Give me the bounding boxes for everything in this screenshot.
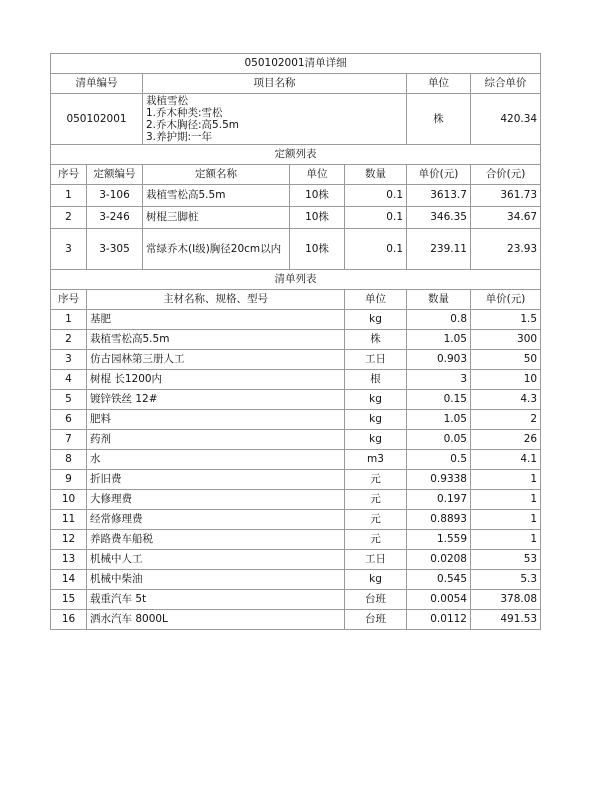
material-qty: 0.05 [407,430,471,450]
material-row [51,390,541,410]
material-unit: 工日 [345,550,407,570]
material-unit: kg [345,430,407,450]
material-section-title: 清单列表 [51,270,541,290]
quota-name: 常绿乔木(I级)胸径20cm以内 [143,229,290,270]
material-unit: 元 [345,510,407,530]
material-qty: 1.05 [407,410,471,430]
item-unit: 株 [407,94,471,145]
material-no: 7 [51,430,87,450]
material-no: 3 [51,350,87,370]
item-description [143,94,407,145]
material-unit: kg [345,310,407,330]
material-unit: 根 [345,370,407,390]
material-no: 16 [51,610,87,630]
material-section-row [51,270,541,290]
quota-row [51,185,541,207]
material-row [51,590,541,610]
material-unit: 元 [345,490,407,510]
material-row [51,610,541,630]
material-name: 树棍 长1200内 [87,370,345,390]
material-header-cell: 单位 [345,290,407,310]
item-name-header: 项目名称 [143,74,407,94]
quota-header-cell: 定额编号 [87,165,143,185]
material-qty: 0.0054 [407,590,471,610]
material-price: 26 [471,430,541,450]
material-unit: 株 [345,330,407,350]
material-qty: 0.5 [407,450,471,470]
quota-qty: 0.1 [345,185,407,207]
quota-no: 1 [51,185,87,207]
quota-section-title: 定额列表 [51,145,541,165]
material-header-cell: 序号 [51,290,87,310]
material-row [51,470,541,490]
quota-unit: 10株 [290,185,345,207]
material-no: 9 [51,470,87,490]
quota-unit: 10株 [290,207,345,229]
material-header-cell: 单价(元) [471,290,541,310]
material-no: 15 [51,590,87,610]
material-price: 10 [471,370,541,390]
detail-sheet [50,53,540,630]
material-qty: 0.197 [407,490,471,510]
quota-row [51,229,541,270]
material-price: 2 [471,410,541,430]
item-code-header: 清单编号 [51,74,143,94]
material-name: 机械中柴油 [87,570,345,590]
material-qty: 1.559 [407,530,471,550]
material-row [51,450,541,470]
material-row [51,430,541,450]
material-name: 栽植雪松高5.5m [87,330,345,350]
material-row [51,510,541,530]
item-description-line: 1.乔木种类:雪松 [146,107,223,119]
quota-unit: 10株 [290,229,345,270]
item-header-row [51,74,541,94]
quota-total: 34.67 [471,207,541,229]
item-price-header: 综合单价 [471,74,541,94]
item-description-line: 栽植雪松 [146,95,188,107]
material-no: 4 [51,370,87,390]
material-no: 1 [51,310,87,330]
material-name: 机械中人工 [87,550,345,570]
material-no: 5 [51,390,87,410]
material-price: 1 [471,470,541,490]
item-code: 050102001 [51,94,143,145]
material-name: 肥料 [87,410,345,430]
material-name: 药剂 [87,430,345,450]
material-no: 13 [51,550,87,570]
material-unit: 工日 [345,350,407,370]
material-name: 洒水汽车 8000L [87,610,345,630]
material-name: 大修理费 [87,490,345,510]
material-price: 1.5 [471,310,541,330]
material-name: 镀锌铁丝 12# [87,390,345,410]
material-qty: 0.8893 [407,510,471,530]
material-row [51,350,541,370]
material-name: 基肥 [87,310,345,330]
material-name: 养路费车船税 [87,530,345,550]
material-header-row [51,290,541,310]
quota-qty: 0.1 [345,207,407,229]
material-price: 50 [471,350,541,370]
material-qty: 0.8 [407,310,471,330]
quota-header-cell: 单位 [290,165,345,185]
quota-name: 栽植雪松高5.5m [143,185,290,207]
material-row [51,570,541,590]
material-name: 载重汽车 5t [87,590,345,610]
material-no: 2 [51,330,87,350]
material-row [51,310,541,330]
material-unit: kg [345,390,407,410]
material-price: 378.08 [471,590,541,610]
quota-header-cell: 数量 [345,165,407,185]
item-price: 420.34 [471,94,541,145]
material-name: 水 [87,450,345,470]
item-row [51,94,541,145]
material-price: 5.3 [471,570,541,590]
quota-total: 361.73 [471,185,541,207]
material-qty: 0.903 [407,350,471,370]
material-no: 12 [51,530,87,550]
material-row [51,370,541,390]
material-row [51,410,541,430]
material-price: 4.3 [471,390,541,410]
quota-header-cell: 定额名称 [143,165,290,185]
quota-row [51,207,541,229]
item-unit-header: 单位 [407,74,471,94]
quota-price: 346.35 [407,207,471,229]
material-qty: 0.0208 [407,550,471,570]
material-unit: kg [345,410,407,430]
material-price: 300 [471,330,541,350]
material-qty: 0.0112 [407,610,471,630]
material-price: 1 [471,510,541,530]
material-qty: 0.9338 [407,470,471,490]
quota-header-row [51,165,541,185]
material-unit: 元 [345,530,407,550]
quota-code: 3-305 [87,229,143,270]
quota-total: 23.93 [471,229,541,270]
quota-code: 3-106 [87,185,143,207]
quota-header-cell: 单价(元) [407,165,471,185]
material-price: 1 [471,490,541,510]
quota-price: 3613.7 [407,185,471,207]
material-price: 53 [471,550,541,570]
material-price: 1 [471,530,541,550]
material-header-cell: 主材名称、规格、型号 [87,290,345,310]
item-description-line: 2.乔木胸径:高5.5m [146,119,239,131]
material-row [51,490,541,510]
material-qty: 0.545 [407,570,471,590]
material-no: 14 [51,570,87,590]
material-qty: 0.15 [407,390,471,410]
quota-no: 2 [51,207,87,229]
material-no: 8 [51,450,87,470]
title-row [51,54,541,74]
material-no: 11 [51,510,87,530]
quota-qty: 0.1 [345,229,407,270]
quota-header-cell: 合价(元) [471,165,541,185]
quota-no: 3 [51,229,87,270]
item-description-line: 3.养护期:一年 [146,131,213,143]
material-price: 4.1 [471,450,541,470]
quota-price: 239.11 [407,229,471,270]
material-qty: 3 [407,370,471,390]
bill-detail-table [50,53,541,630]
material-price: 491.53 [471,610,541,630]
material-name: 经常修理费 [87,510,345,530]
material-row [51,330,541,350]
quota-section-row [51,145,541,165]
quota-name: 树棍三脚桩 [143,207,290,229]
material-unit: 台班 [345,610,407,630]
sheet-title: 050102001清单详细 [51,54,541,74]
material-row [51,530,541,550]
material-unit: 台班 [345,590,407,610]
material-unit: 元 [345,470,407,490]
material-unit: kg [345,570,407,590]
quota-code: 3-246 [87,207,143,229]
material-name: 折旧费 [87,470,345,490]
material-header-cell: 数量 [407,290,471,310]
material-name: 仿古园林第三册人工 [87,350,345,370]
material-qty: 1.05 [407,330,471,350]
material-row [51,550,541,570]
material-no: 6 [51,410,87,430]
quota-header-cell: 序号 [51,165,87,185]
material-no: 10 [51,490,87,510]
material-unit: m3 [345,450,407,470]
